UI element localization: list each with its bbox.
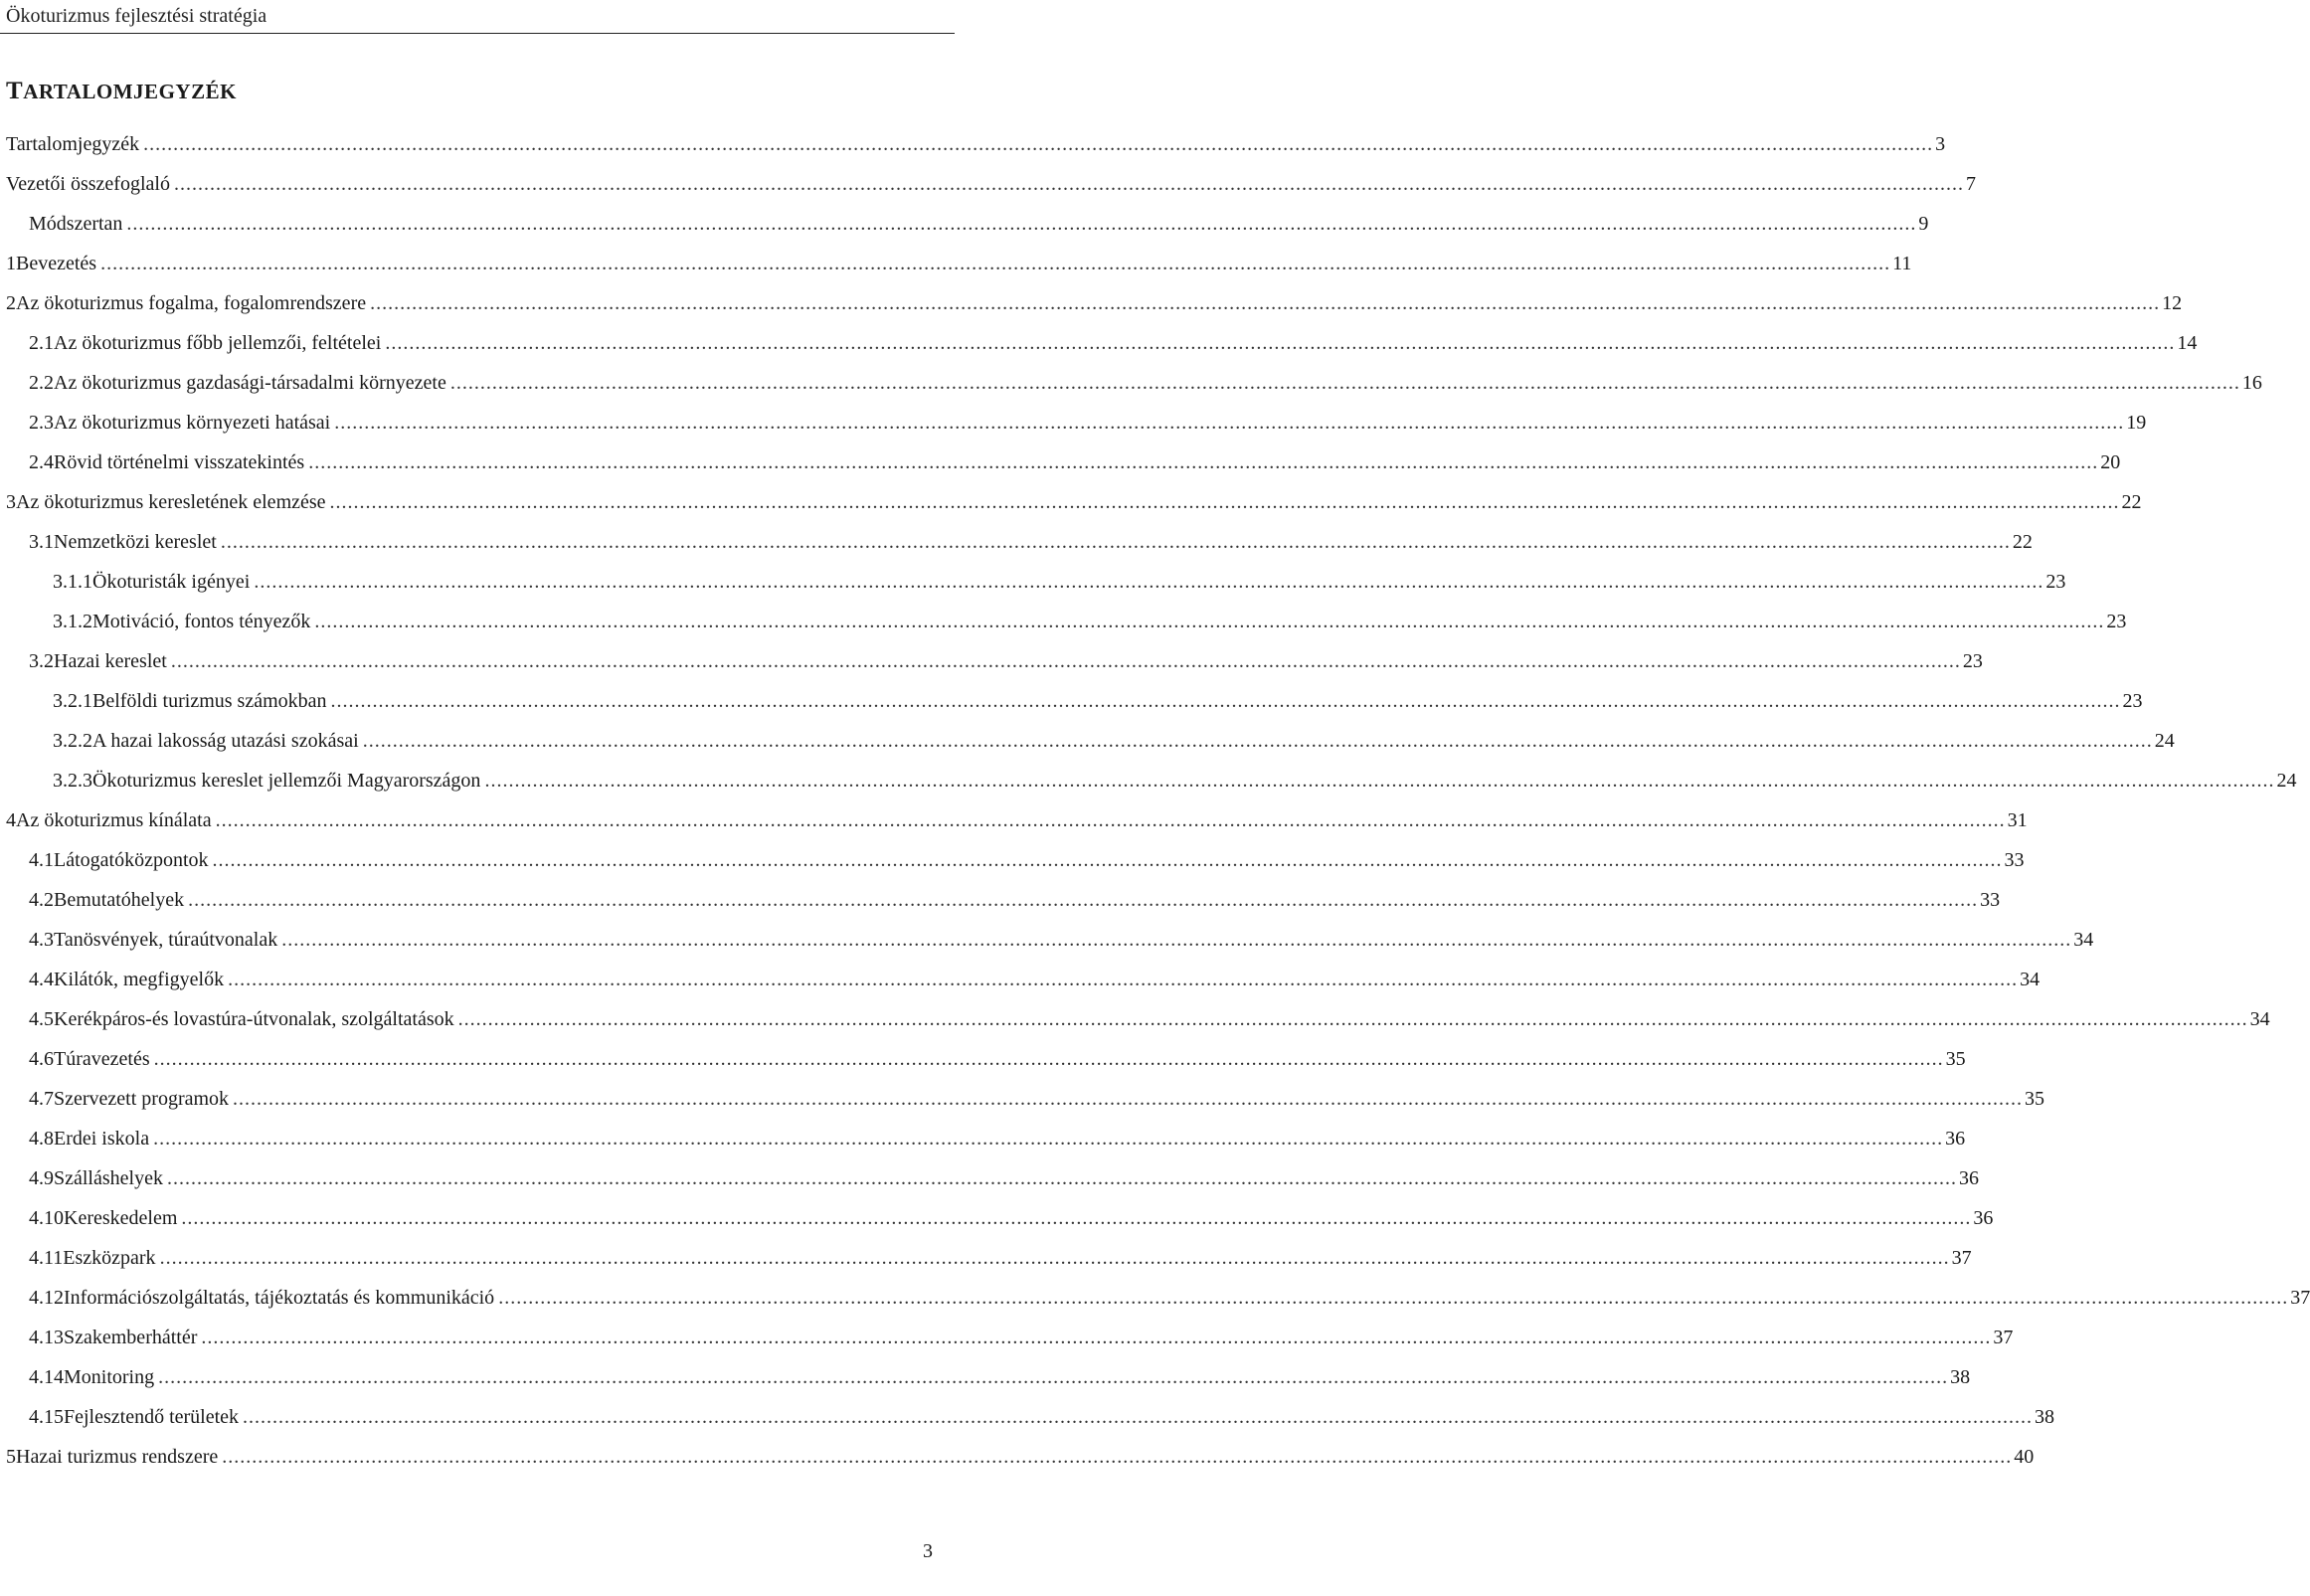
- toc-entry-number: 3: [6, 491, 16, 513]
- toc-entry-number: 4.8: [29, 1128, 54, 1150]
- toc-dot-leader: ............................................................................................................................................................................................................................................................................................................: [329, 491, 2120, 513]
- toc-entry[interactable]: [53, 726, 2175, 756]
- toc-entry-page: 31: [2007, 809, 2028, 831]
- toc-entry-page: 35: [2025, 1088, 2045, 1110]
- toc-entry-label: Az ökoturizmus keresletének elemzése: [16, 491, 326, 513]
- toc-dot-leader: ............................................................................................................................................................................................................................................................................................................: [215, 809, 2006, 831]
- toc-entry-page: 9: [1918, 213, 1929, 235]
- toc-dot-leader: ............................................................................................................................................................................................................................................................................................................: [385, 332, 2176, 354]
- toc-entry-label: Kilátók, megfigyelők: [54, 969, 225, 990]
- toc-entry-page: 38: [2035, 1406, 2055, 1428]
- toc-entry[interactable]: [29, 328, 2198, 358]
- toc-entry-label: Nemzetközi kereslet: [54, 531, 217, 553]
- toc-entry-page: 20: [2100, 451, 2121, 473]
- toc-entry-label: Belföldi turizmus számokban: [92, 690, 327, 712]
- toc-entry-number: 4.5: [29, 1008, 54, 1030]
- toc-entry-label: Információszolgáltatás, tájékoztatás és kommunikáció: [64, 1287, 495, 1309]
- toc-entry-number: 3.2: [29, 650, 54, 672]
- toc-entry-page: 37: [1993, 1327, 2014, 1348]
- toc-entry-label: Kereskedelem: [64, 1207, 178, 1229]
- toc-entry-label: Az ökoturizmus fogalma, fogalomrendszere: [16, 292, 367, 314]
- toc-entry[interactable]: [29, 1362, 1971, 1392]
- toc-heading-initial: T: [6, 78, 24, 104]
- toc-heading-rest: ARTALOMJEGYZÉK: [23, 80, 237, 103]
- toc-entry-page: 34: [2073, 929, 2094, 951]
- toc-dot-leader: ............................................................................................................................................................................................................................................................................................................: [330, 690, 2121, 712]
- toc-entry-number: 4.13: [29, 1327, 64, 1348]
- toc-entry[interactable]: [6, 169, 1976, 199]
- toc-entry-label: Bevezetés: [16, 253, 97, 274]
- toc-entry-number: 1: [6, 253, 16, 274]
- toc-entry[interactable]: [29, 646, 1983, 676]
- toc-entry-label: A hazai lakosság utazási szokásai: [92, 730, 359, 752]
- toc-entry[interactable]: [6, 249, 1912, 278]
- toc-entry[interactable]: [53, 766, 2297, 796]
- toc-entry-label: Tanösvények, túraútvonalak: [54, 929, 278, 951]
- toc-dot-leader: ............................................................................................................................................................................................................................................................................................................: [314, 611, 2105, 632]
- toc-entry-label: Eszközpark: [63, 1247, 156, 1269]
- toc-entry-number: 4.14: [29, 1366, 64, 1388]
- toc-dot-leader: ............................................................................................................................................................................................................................................................................................................: [166, 1167, 1957, 1189]
- toc-entry-page: 22: [2012, 531, 2033, 553]
- toc-entry-number: 4.6: [29, 1048, 54, 1070]
- toc-entry-label: Tartalomjegyzék: [6, 133, 140, 155]
- toc-entry-label: Ökoturizmus kereslet jellemzői Magyarországon: [92, 770, 481, 792]
- toc-entry[interactable]: [29, 447, 2121, 477]
- toc-dot-leader: ............................................................................................................................................................................................................................................................................................................: [153, 1128, 1944, 1150]
- toc-entry-page: 19: [2126, 412, 2147, 434]
- toc-entry-page: 35: [1945, 1048, 1966, 1070]
- page-number: 3: [923, 1540, 933, 1562]
- toc-entry-label: Hazai kereslet: [54, 650, 167, 672]
- toc-dot-leader: ............................................................................................................................................................................................................................................................................................................: [308, 451, 2099, 473]
- toc-entry[interactable]: [29, 209, 1929, 239]
- toc-entry-label: Túravezetés: [54, 1048, 150, 1070]
- toc-entry-number: 4.3: [29, 929, 54, 951]
- toc-entry-number: 4.7: [29, 1088, 54, 1110]
- toc-entry-page: 23: [2045, 571, 2066, 593]
- toc-dot-leader: ............................................................................................................................................................................................................................................................................................................: [498, 1287, 2289, 1309]
- toc-entry-number: 3.1.1: [53, 571, 92, 593]
- toc-dot-leader: ............................................................................................................................................................................................................................................................................................................: [449, 372, 2240, 394]
- toc-entry-label: Látogatóközpontok: [54, 849, 209, 871]
- toc-entry-page: 33: [1980, 889, 2001, 911]
- toc-entry-page: 14: [2177, 332, 2198, 354]
- toc-entry-page: 40: [2014, 1446, 2035, 1468]
- toc-dot-leader: ............................................................................................................................................................................................................................................................................................................: [170, 650, 1961, 672]
- toc-entry-label: Kerékpáros-és lovastúra-útvonalak, szolgáltatások: [54, 1008, 454, 1030]
- toc-dot-leader: ............................................................................................................................................................................................................................................................................................................: [254, 571, 2044, 593]
- toc-entry[interactable]: [29, 965, 2041, 994]
- toc-dot-leader: ............................................................................................................................................................................................................................................................................................................: [153, 1048, 1944, 1070]
- toc-entry[interactable]: [6, 487, 2142, 517]
- header-divider: [0, 33, 955, 34]
- toc-entry-number: 3.2.2: [53, 730, 92, 752]
- toc-entry-page: 24: [2154, 730, 2175, 752]
- toc-dot-leader: ............................................................................................................................................................................................................................................................................................................: [220, 531, 2011, 553]
- toc-dot-leader: ............................................................................................................................................................................................................................................................................................................: [370, 292, 2161, 314]
- toc-entry-label: Motiváció, fontos tényezők: [92, 611, 311, 632]
- toc-entry-number: 4.1: [29, 849, 54, 871]
- toc-entry-label: Vezetői összefoglaló: [6, 173, 170, 195]
- toc-entry-number: 4: [6, 809, 16, 831]
- running-header: Ökoturizmus fejlesztési stratégia: [6, 5, 267, 27]
- toc-dot-leader: ............................................................................................................................................................................................................................................................................................................: [457, 1008, 2248, 1030]
- toc-entry-number: 2.3: [29, 412, 54, 434]
- toc-entry-page: 33: [2004, 849, 2025, 871]
- toc-entry-page: 36: [1945, 1128, 1966, 1150]
- toc-dot-leader: ............................................................................................................................................................................................................................................................................................................: [212, 849, 2003, 871]
- toc-entry-page: 23: [1962, 650, 1983, 672]
- toc-entry-page: 16: [2241, 372, 2262, 394]
- toc-entry-page: 34: [2249, 1008, 2270, 1030]
- toc-dot-leader: ............................................................................................................................................................................................................................................................................................................: [100, 253, 1891, 274]
- toc-entry[interactable]: [29, 1243, 1972, 1273]
- toc-entry-label: Módszertan: [29, 213, 123, 235]
- toc-entry-label: Monitoring: [64, 1366, 155, 1388]
- toc-dot-leader: ............................................................................................................................................................................................................................................................................................................: [228, 969, 2019, 990]
- toc-entry-label: Ökoturisták igényei: [92, 571, 251, 593]
- toc-entry-page: 37: [1951, 1247, 1972, 1269]
- toc-entry-page: 38: [1950, 1366, 1971, 1388]
- toc-dot-leader: ............................................................................................................................................................................................................................................................................................................: [143, 133, 1934, 155]
- toc-entry[interactable]: [53, 567, 2066, 597]
- toc-entry-label: Szálláshelyek: [54, 1167, 163, 1189]
- toc-entry[interactable]: [29, 1084, 2045, 1114]
- toc-entry[interactable]: [29, 408, 2147, 438]
- toc-entry-number: 2: [6, 292, 16, 314]
- toc-entry-label: Hazai turizmus rendszere: [16, 1446, 219, 1468]
- toc-entry[interactable]: [29, 925, 2094, 955]
- toc-dot-leader: ............................................................................................................................................................................................................................................................................................................: [159, 1247, 1950, 1269]
- toc-dot-leader: ............................................................................................................................................................................................................................................................................................................: [484, 770, 2275, 792]
- toc-dot-leader: ............................................................................................................................................................................................................................................................................................................: [362, 730, 2153, 752]
- toc-entry[interactable]: [29, 1203, 1994, 1233]
- toc-entry[interactable]: [29, 1044, 1966, 1074]
- toc-entry[interactable]: [29, 1283, 2310, 1313]
- toc-dot-leader: ............................................................................................................................................................................................................................................................................................................: [126, 213, 1917, 235]
- toc-entry[interactable]: [29, 845, 2025, 875]
- toc-entry-number: 4.15: [29, 1406, 64, 1428]
- toc-dot-leader: ............................................................................................................................................................................................................................................................................................................: [281, 929, 2072, 951]
- toc-entry-number: 4.4: [29, 969, 54, 990]
- toc-entry[interactable]: [29, 368, 2262, 398]
- toc-entry-label: Az ökoturizmus környezeti hatásai: [54, 412, 331, 434]
- toc-entry-label: Szervezett programok: [54, 1088, 230, 1110]
- toc-entry-number: 3.2.3: [53, 770, 92, 792]
- toc-dot-leader: ............................................................................................................................................................................................................................................................................................................: [181, 1207, 1972, 1229]
- toc-entry-label: Erdei iskola: [54, 1128, 150, 1150]
- toc-entry-page: 36: [1973, 1207, 1994, 1229]
- toc-entry-number: 5: [6, 1446, 16, 1468]
- toc-heading: [6, 78, 237, 105]
- toc-entry[interactable]: [6, 805, 2028, 835]
- toc-entry-number: 4.2: [29, 889, 54, 911]
- toc-dot-leader: ............................................................................................................................................................................................................................................................................................................: [334, 412, 2125, 434]
- toc-entry-number: 3.1: [29, 531, 54, 553]
- toc-entry-label: Bemutatóhelyek: [54, 889, 185, 911]
- toc-entry-number: 4.11: [29, 1247, 64, 1269]
- toc-entry-page: 7: [1965, 173, 1976, 195]
- toc-entry[interactable]: [29, 1323, 2014, 1352]
- toc-entry-label: Szakemberháttér: [64, 1327, 198, 1348]
- toc-entry-page: 12: [2162, 292, 2183, 314]
- toc-dot-leader: ............................................................................................................................................................................................................................................................................................................: [158, 1366, 1949, 1388]
- toc-dot-leader: ............................................................................................................................................................................................................................................................................................................: [188, 889, 1979, 911]
- toc-entry-number: 2.1: [29, 332, 54, 354]
- toc-entry-page: 22: [2121, 491, 2142, 513]
- toc-entry[interactable]: [53, 607, 2127, 636]
- toc-entry-number: 2.4: [29, 451, 54, 473]
- toc-entry-page: 34: [2020, 969, 2041, 990]
- toc-entry-number: 3.1.2: [53, 611, 92, 632]
- toc-entry[interactable]: [29, 885, 2001, 915]
- toc-entry-number: 4.9: [29, 1167, 54, 1189]
- toc-entry[interactable]: [29, 527, 2033, 557]
- toc-entry-page: 37: [2290, 1287, 2310, 1309]
- toc-entry-page: 23: [2106, 611, 2127, 632]
- toc-dot-leader: ............................................................................................................................................................................................................................................................................................................: [233, 1088, 2024, 1110]
- toc-entry[interactable]: [29, 1004, 2270, 1034]
- toc-entry-number: 4.12: [29, 1287, 64, 1309]
- toc-entry[interactable]: [29, 1124, 1966, 1153]
- toc-dot-leader: ............................................................................................................................................................................................................................................................................................................: [173, 173, 1964, 195]
- toc-entry-page: 36: [1958, 1167, 1979, 1189]
- toc-dot-leader: ............................................................................................................................................................................................................................................................................................................: [222, 1446, 2013, 1468]
- toc-entry[interactable]: [6, 129, 1946, 159]
- toc-entry[interactable]: [6, 288, 2183, 318]
- toc-entry-page: 23: [2122, 690, 2143, 712]
- toc-entry-page: 3: [1935, 133, 1946, 155]
- toc-entry-number: 2.2: [29, 372, 54, 394]
- toc-entry[interactable]: [29, 1402, 2055, 1432]
- toc-entry-label: Az ökoturizmus gazdasági-társadalmi környezete: [54, 372, 446, 394]
- toc-entry[interactable]: [53, 686, 2143, 716]
- toc-entry-label: Az ökoturizmus főbb jellemzői, feltételei: [54, 332, 382, 354]
- toc-entry-page: 24: [2276, 770, 2297, 792]
- toc-dot-leader: ............................................................................................................................................................................................................................................................................................................: [243, 1406, 2034, 1428]
- toc-entry-page: 11: [1892, 253, 1912, 274]
- toc-entry[interactable]: [6, 1442, 2035, 1472]
- toc-entry[interactable]: [29, 1163, 1979, 1193]
- toc-dot-leader: ............................................................................................................................................................................................................................................................................................................: [201, 1327, 1992, 1348]
- toc-entry-label: Rövid történelmi visszatekintés: [54, 451, 305, 473]
- toc-entry-number: 4.10: [29, 1207, 64, 1229]
- toc-entry-number: 3.2.1: [53, 690, 92, 712]
- toc-entry-label: Fejlesztendő területek: [64, 1406, 240, 1428]
- toc-entry-label: Az ökoturizmus kínálata: [16, 809, 212, 831]
